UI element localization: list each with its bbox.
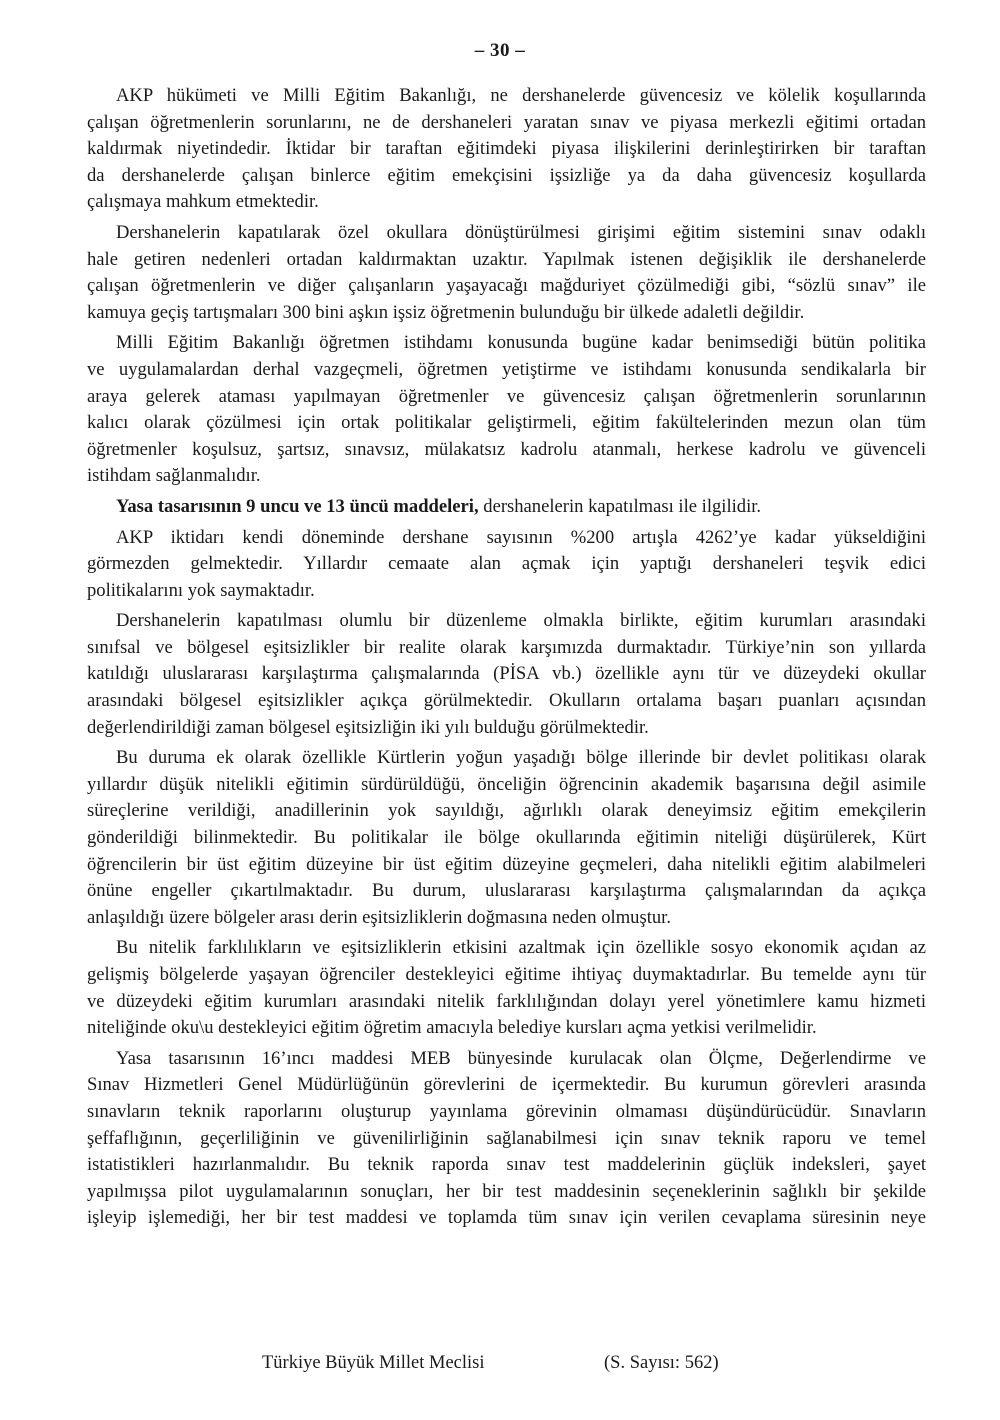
- paragraph-2: [87, 220, 926, 326]
- paragraph-4: [87, 494, 926, 521]
- text-line: çalışan öğretmenlerin sorunlarını, ne de dershaneleri yaratan sınav ve piyasa merkezli eğitimi ortadan: [87, 111, 926, 133]
- text-line: araya gelerek ataması yapılmayan öğretmenler ve güvencesiz çalışan öğretmenlerin sorunlarının: [87, 385, 926, 407]
- text-line: katıldığı uluslararası karşılaştırma çalışmalarında (PİSA vb.) özellikle aynı tür ve düzeydeki okullar: [87, 663, 926, 685]
- text-line: ve düzeydeki eğitim kurumları arasındaki nitelik farklılığından dolayı yerel yönetimlere kamu hizmeti: [87, 990, 926, 1012]
- page-number: – 30 –: [474, 40, 526, 61]
- text-line: istatistikleri hazırlanmalıdır. Bu teknik raporda sınav test maddelerinin güçlük indeksleri, şayet: [87, 1154, 926, 1176]
- document-body: [87, 83, 926, 1232]
- text-line: kaldırmak niyetindedir. İktidar bir taraftan eğitimdeki piyasa ilişkilerini derinleştirirken bir taraftan: [87, 138, 926, 160]
- text-line: Bu nitelik farklılıkların ve eşitsizliklerin etkisini azaltmak için özellikle sosyo ekonomik açıdan az: [116, 937, 926, 959]
- text-line: değerlendirildiği zaman bölgesel eşitsizliğin iki yılı bulduğu görülmektedir.: [87, 716, 649, 738]
- text-rest: dershanelerin kapatılması ile ilgilidir.: [478, 495, 762, 517]
- text-line: Dershanelerin kapatılarak özel okullara dönüştürülmesi girişimi eğitim sistemini sınav odaklı: [116, 221, 926, 243]
- text-line: öğretmenler koşulsuz, şartsız, sınavsız, mülakatsız kadrolu atanmalı, herkese kadrolu ve güvenceli: [87, 438, 926, 460]
- text-line: Yasa tasarısının 16’ıncı maddesi MEB bünyesinde kurulacak olan Ölçme, Değerlendirme ve: [116, 1047, 926, 1069]
- text-line: önüne engeller çıkartılmaktadır. Bu durum, uluslararası karşılaştırma çalışmalarından da açıkça: [87, 880, 926, 902]
- text-line: hale getiren nedenleri ortadan kaldırmaktan uzaktır. Yapılmak istenen değişiklik ile dershanelerde: [87, 248, 926, 270]
- text-line: işleyip işlemediği, her bir test maddesi ve toplamda tüm sınav için verilen cevaplama süresinin neye: [87, 1207, 926, 1229]
- paragraph-5: [87, 525, 926, 605]
- text-line: arasındaki bölgesel eşitsizlikler açıkça görülmektedir. Okulların ortalama başarı puanları açısından: [87, 690, 926, 712]
- text-line: öğrencilerin bir üst eğitim düzeyine bir üst eğitim düzeyine geçmeleri, daha nitelikli eğitim alabilmeleri: [87, 853, 926, 875]
- bold-lead-text: Yasa tasarısının 9 uncu ve 13 üncü maddeleri,: [116, 495, 479, 517]
- text-line: şeffaflığının, geçerliliğinin ve güvenilirliğinin sağlanabilmesi için sınav teknik raporu ve temel: [87, 1127, 926, 1149]
- text-line: AKP iktidarı kendi döneminde dershane sayısının %200 artışla 4262’ye kadar yükseldiğini: [116, 526, 926, 548]
- text-line: gönderildiği bilinmektedir. Bu politikalar ile bölge okullarında eğitimin niteliği düşürülerek, Kürt: [87, 827, 926, 849]
- text-line: süreçlerine verildiği, anadillerinin yok sayıldığı, ağırlıklı olarak deneyimsiz eğitim emekçilerin: [87, 800, 926, 822]
- text-line: [87, 494, 926, 521]
- text-line: da dershanelerde çalışan binlerce eğitim emekçisini işsizliğe ya da daha güvencesiz koşullarda: [87, 164, 926, 186]
- text-line: yapılmışsa pilot uygulamalarının sonuçları, her bir test maddesinin seçeneklerinin sağlıklı bir şekilde: [87, 1180, 926, 1202]
- text-line: sınavların teknik raporlarını oluşturup yayınlama görevinin olmaması düşündürücüdür. Sınavların: [87, 1100, 926, 1122]
- text-line: istihdam sağlanmalıdır.: [87, 465, 261, 487]
- text-line: gelişmiş bölgelerde yaşayan öğrenciler destekleyici eğitime ihtiyaç duymaktadırlar. Bu temelde aynı tür: [87, 964, 926, 985]
- text-line: Milli Eğitim Bakanlığı öğretmen istihdamı konusunda bugüne kadar benimsediği bütün politika: [116, 332, 926, 354]
- paragraph-9: [87, 1046, 926, 1232]
- text-line: AKP hükümeti ve Milli Eğitim Bakanlığı, ne dershanelerde güvencesiz ve kölelik koşullarında: [116, 85, 926, 106]
- paragraph-8: [87, 935, 926, 1041]
- footer-issue-number: (S. Sayısı: 562): [604, 1353, 719, 1373]
- text-line: politikalarını yok saymaktadır.: [87, 579, 315, 601]
- footer-institution: Türkiye Büyük Millet Meclisi: [262, 1353, 485, 1373]
- text-line: ve uygulamalardan derhal vazgeçmeli, öğretmen yetiştirme ve istihdamı konusunda sendikalarla bir: [87, 358, 926, 380]
- text-line: anlaşıldığı üzere bölgeler arası derin eşitsizliklerin doğmasına neden olmuştur.: [87, 906, 671, 928]
- text-line: görmezden gelmektedir. Yıllardır cemaate alan açmak için yaptığı dershaneleri teşvik edici: [87, 553, 926, 575]
- paragraph-7: [87, 745, 926, 931]
- text-line: çalışan öğretmenlerin ve diğer çalışanların yaşayacağı mağduriyet çözülmediği gibi, “sözlü sınav” ile: [87, 275, 926, 297]
- text-line: Sınav Hizmetleri Genel Müdürlüğünün görevlerini de içermektedir. Bu kurumun görevleri arasında: [87, 1074, 926, 1096]
- text-line: sınıfsal ve bölgesel eşitsizlikler bir realite olarak karşımızda durmaktadır. Türkiye’nin son yıllarda: [87, 636, 926, 658]
- text-line: niteliğinde oku\u destekleyici eğitim öğretim amacıyla belediye kursları açma yetkisi verilmelidir.: [87, 1017, 817, 1039]
- text-line: kalıcı olarak çözülmesi için ortak politikalar geliştirmeli, eğitim fakültelerinden mezun olan tüm: [87, 412, 926, 434]
- text-line: yıllardır düşük nitelikli eğitimin sürdürüldüğü, önceliğin öğrencinin akademik başarısına değil asimile: [87, 773, 926, 795]
- text-line: çalışmaya mahkum etmektedir.: [87, 191, 319, 213]
- paragraph-3: [87, 330, 926, 490]
- text-line: Bu duruma ek olarak özellikle Kürtlerin yoğun yaşadığı bölge illerinde bir devlet politikası olarak: [116, 747, 926, 769]
- paragraph-1: [87, 83, 926, 216]
- text-line: kamuya geçiş tartışmaları 300 bini aşkın işsiz öğretmenin bulunduğu bir ülkede adaletli değildir.: [87, 301, 805, 323]
- paragraph-6: [87, 608, 926, 741]
- text-line: Dershanelerin kapatılması olumlu bir düzenleme olmakla birlikte, eğitim kurumları arasındaki: [116, 610, 926, 632]
